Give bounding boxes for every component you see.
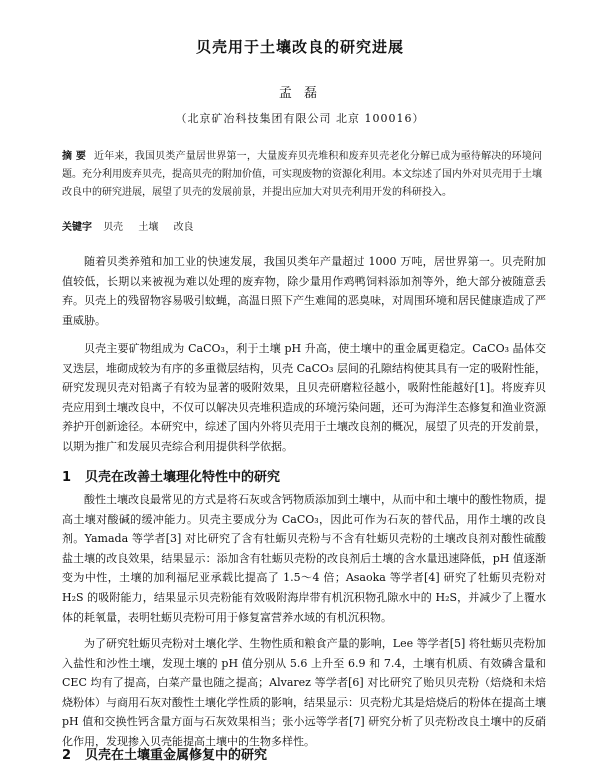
keyword: 改良	[173, 222, 194, 233]
abstract	[62, 148, 542, 202]
intro-paragraph-2: 贝壳主要矿物组成为 CaCO₃，利于土壤 pH 升高，使土壤中的重金属更稳定。CaCO₃ 晶体交叉迭层，堆砌成较为有序的多重微层结构，贝壳 CaCO₃ 层间的孔隙结构使其具有一定的吸附性能，研究发现贝壳对铅离子有较为显著的吸附效果，且贝壳研磨粒径越小，吸附性能越好[1]。将废弃贝壳应用到土壤改良中，不仅可以解决贝壳堆积造成的环境污染问题，还可为海洋生态修复和渔业资源养护开创新途径。本研究中，综述了国内外将贝壳用于土壤改良剂的概况，展望了贝壳的开发前景，以期为推广和发展贝壳综合利用提供科学依据。	[62, 342, 546, 453]
keyword: 贝壳	[103, 222, 124, 233]
abstract-label: 摘 要	[62, 151, 87, 162]
abstract-text: 近年来，我国贝类产量居世界第一，大量废弃贝壳堆积和废弃贝壳老化分解已成为亟待解决的环境问题。充分利用废弃贝壳，提高贝壳的附加价值，可实现废物的资源化利用。本文综述了国内外对贝壳用于土壤改良中的研究进展，展望了贝壳的发展前景，并提出应加大对贝壳利用开发的科研投入。	[62, 151, 543, 198]
keyword: 土壤	[138, 222, 159, 233]
author-affiliation: （北京矿冶科技集团有限公司 北京 100016）	[175, 112, 425, 125]
section1-paragraph-1: 酸性土壤改良最常见的方式是将石灰或含钙物质添加到土壤中，从而中和土壤中的酸性物质，提高土壤对酸碱的缓冲能力。贝壳主要成分为 CaCO₃，因此可作为石灰的替代品，用作土壤的改良剂。Yamada 等学者[3] 对比研究了含有牡蛎贝壳粉与不含有牡蛎贝壳粉的土壤改良剂对酸性硫酸盐土壤的改良效果，结果显示：添加含有牡蛎贝壳粉的改良剂后土壤的含水量迅速降低，pH 值逐渐变为中性，土壤的加利福尼亚承载比提高了 1.5～4 倍；Asaoka 等学者[4] 研究了牡蛎贝壳粉对 H₂S 的吸附能力，结果显示贝壳粉能有效吸附海岸带有机沉积物孔隙水中的 H₂S，并减少了上覆水体的耗氧量，表明牡蛎贝壳粉可用于修复富营养水域的有机沉积物。	[62, 493, 546, 624]
section-number: 2	[62, 748, 72, 763]
intro-paragraph-1: 随着贝类养殖和加工业的快速发展，我国贝类年产量超过 1000 万吨，居世界第一。贝壳附加值较低，长期以来被视为难以处理的废弃物，除少量用作鸡鸭饲料添加剂等外，绝大部分被随意丢弃。贝壳上的残留物容易吸引蚊蝇，高温日照下产生难闻的恶臭味，对周围环境和居民健康造成了严重威胁。	[62, 255, 546, 327]
keywords-label: 关键字	[62, 222, 92, 233]
paper-title: 贝壳用于土壤改良的研究进展	[195, 38, 404, 56]
section1-paragraph-2: 为了研究牡蛎贝壳粉对土壤化学、生物性质和粮食产量的影响，Lee 等学者[5] 将牡蛎贝壳粉加入盐性和沙性土壤，发现土壤的 pH 值分别从 5.6 上升至 6.9 和 7.4，土壤有机质、有效磷含量和 CEC 均有了提高，白菜产量也随之提高；Alvarez 等学者[6] 对比研究了贻贝贝壳粉（焙烧和未焙烧粉体）与商用石灰对酸性土壤化学性质的影响，结果显示：贝壳粉尤其是焙烧后的粉体在提高土壤 pH 值和交换性钙含量方面与石灰效果相当；张小远等学者[7] 研究分析了贝壳粉改良土壤中的反硝化作用，发现掺入贝壳能提高土壤中的生物多样性。	[62, 637, 546, 748]
section-heading-1	[62, 466, 280, 485]
section-heading-2	[62, 744, 267, 763]
section-number: 1	[62, 470, 72, 485]
section-title: 贝壳在改善土壤理化特性中的研究	[85, 470, 281, 485]
author-name: 孟 磊	[278, 86, 322, 101]
section-title: 贝壳在土壤重金属修复中的研究	[85, 748, 268, 763]
keywords	[62, 218, 542, 233]
